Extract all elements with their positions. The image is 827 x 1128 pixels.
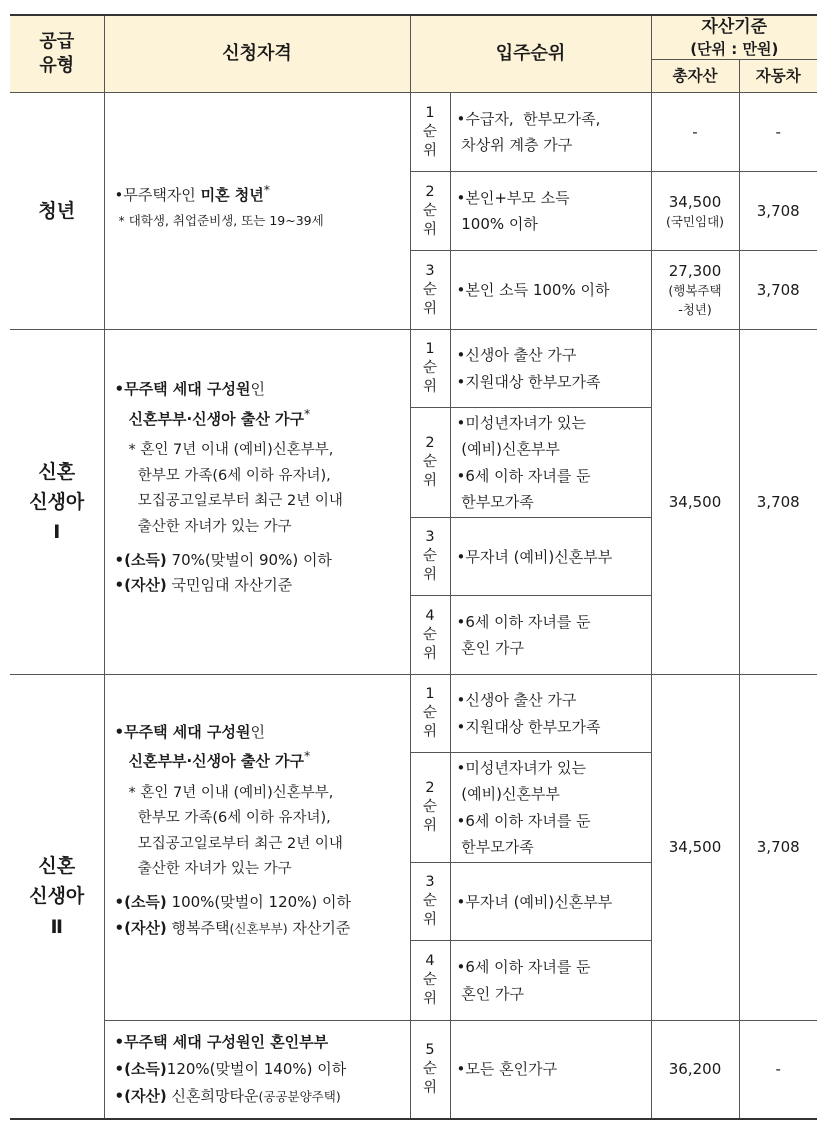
header-total-assets: 총자산	[651, 60, 739, 93]
header-asset	[651, 15, 817, 60]
newlywed1-rank-3: 3 순 위	[410, 518, 450, 596]
youth-rank-3: 3 순 위	[410, 251, 450, 330]
youth-car-3: 3,708	[739, 251, 817, 330]
newlywed2-rank-4: 4 순 위	[410, 941, 450, 1021]
youth-total-1: -	[651, 93, 739, 172]
newlywed2-rank-1: 1 순 위	[410, 675, 450, 753]
newlywed2-rank-3: 3 순 위	[410, 863, 450, 941]
newlywed1-note: * 혼인 7년 이내 (예비)신혼부부, 한부모 가족(6세 이하 유자녀), 모집공고일로부터 최근 2년 이내 출산한 자녀가 있는 가구	[128, 442, 343, 535]
header-asset-unit: (단위 : 만원)	[690, 39, 779, 58]
newlywed1-cond-4: •6세 이하 자녀를 둔 혼인 가구	[450, 596, 651, 675]
newlywed1-car: 3,708	[739, 330, 817, 675]
housing-eligibility-table	[10, 14, 817, 1120]
type-newlywed-2: 신혼 신생아 Ⅱ	[10, 675, 104, 1119]
newlywed2-income: •(소득) 100%(맞벌이 120%) 이하	[114, 893, 352, 912]
header-priority: 입주순위	[410, 15, 651, 93]
newlywed2-cond-2: •미성년자녀가 있는 (예비)신혼부부 •6세 이하 자녀를 둔 한부모가족	[450, 753, 651, 863]
newlywed2-total: 34,500	[651, 675, 739, 1021]
newlywed1-rank-2: 2 순 위	[410, 408, 450, 518]
type-youth: 청년	[10, 93, 104, 330]
newlywed1-total: 34,500	[651, 330, 739, 675]
newlywed1-cond-3: •무자녀 (예비)신혼부부	[450, 518, 651, 596]
newlywed2-rank-5: 5 순 위	[410, 1021, 450, 1119]
youth-rank-1: 1 순 위	[410, 93, 450, 172]
newlywed2-rank-2: 2 순 위	[410, 753, 450, 863]
newlywed1-cond-1: •신생아 출산 가구 •지원대상 한부모가족	[450, 330, 651, 408]
youth-rank-2: 2 순 위	[410, 172, 450, 251]
newlywed2-cond-4: •6세 이하 자녀를 둔 혼인 가구	[450, 941, 651, 1021]
newlywed2-cond-3: •무자녀 (예비)신혼부부	[450, 863, 651, 941]
newlywed2-asset: •(자산) 행복주택(신혼부부) 자산기준	[114, 918, 351, 937]
youth-cond-1: •수급자, 한부모가족, 차상위 계층 가구	[450, 93, 651, 172]
youth-total-3: 27,300 (행복주택 -청년)	[651, 251, 739, 330]
youth-qual-note: * 대학생, 취업준비생, 또는 19~39세	[118, 213, 324, 229]
youth-cond-3: •본인 소득 100% 이하	[450, 251, 651, 330]
newlywed2-note: * 혼인 7년 이내 (예비)신혼부부, 한부모 가족(6세 이하 유자녀), 모집공고일로부터 최근 2년 이내 출산한 자녀가 있는 가구	[128, 784, 343, 878]
newlywed2-qualification: •무주택 세대 구성원인 신혼부부·신생아 출산 가구* * 혼인 7년 이내 (예비)신혼부부, 한부모 가족(6세 이하 유자녀), 모집공고일로부터 최근 2년 이내 출산한 자녀가 있는 가구 •(소득) 100%(맞벌이 120%) 이하 •(자산) 행복주택(신혼부부) 자산기준	[104, 675, 410, 1021]
newlywed1-income: •(소득) 70%(맞벌이 90%) 이하	[114, 550, 332, 569]
newlywed2-total-5: 36,200	[651, 1021, 739, 1119]
header-supply-type: 공급 유형	[10, 15, 104, 93]
newlywed1-cond-2: •미성년자녀가 있는 (예비)신혼부부 •6세 이하 자녀를 둔 한부모가족	[450, 408, 651, 518]
youth-car-1: -	[739, 93, 817, 172]
youth-qualification	[104, 93, 410, 330]
newlywed2-extra-qualification: •무주택 세대 구성원인 혼인부부 •(소득)120%(맞벌이 140%) 이하 •(자산) 신혼희망타운(공공분양주택)	[104, 1021, 410, 1119]
newlywed2-cond-5: •모든 혼인가구	[450, 1021, 651, 1119]
newlywed2-cond-1: •신생아 출산 가구 •지원대상 한부모가족	[450, 675, 651, 753]
newlywed1-asset: •(자산) 국민임대 자산기준	[114, 576, 293, 595]
header-qualification: 신청자격	[104, 15, 410, 93]
youth-cond-2: •본인+부모 소득 100% 이하	[450, 172, 651, 251]
type-newlywed-1: 신혼 신생아 Ⅰ	[10, 330, 104, 675]
newlywed1-qualification: •무주택 세대 구성원인 신혼부부·신생아 출산 가구* * 혼인 7년 이내 (예비)신혼부부, 한부모 가족(6세 이하 유자녀), 모집공고일로부터 최근 2년 이내 출산한 자녀가 있는 가구 •(소득) 70%(맞벌이 90%) 이하 •(자산) 국민임대 자산기준	[104, 330, 410, 675]
newlywed2-car-5: -	[739, 1021, 817, 1119]
header-asset-title: 자산기준	[701, 17, 768, 37]
header-car: 자동차	[739, 60, 817, 93]
youth-qual-main: •무주택자인 미혼 청년*	[114, 181, 271, 204]
youth-car-2: 3,708	[739, 172, 817, 251]
newlywed1-rank-1: 1 순 위	[410, 330, 450, 408]
newlywed2-car: 3,708	[739, 675, 817, 1021]
youth-total-2: 34,500 (국민임대)	[651, 172, 739, 251]
newlywed1-rank-4: 4 순 위	[410, 596, 450, 675]
